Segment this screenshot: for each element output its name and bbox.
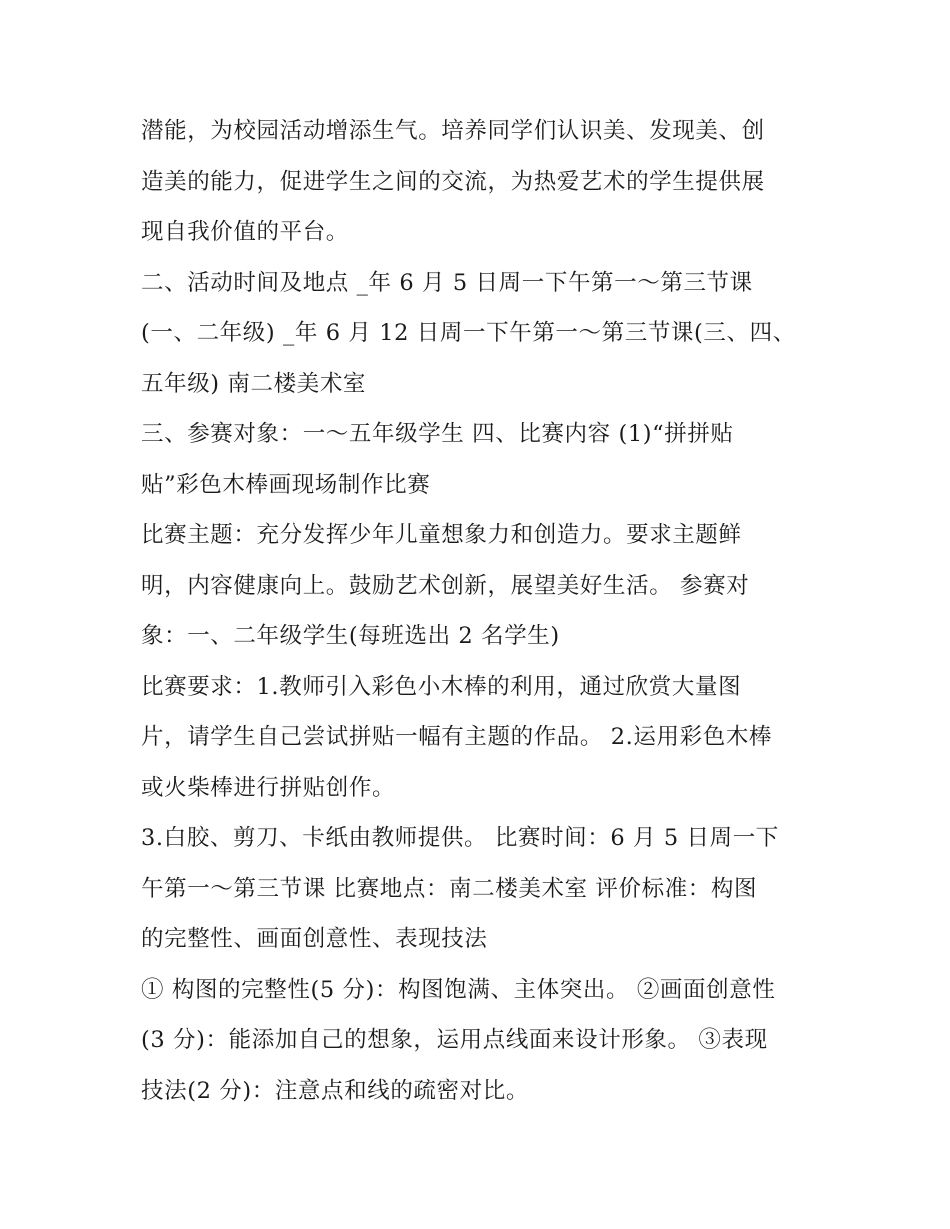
text-line: 比赛主题：充分发挥少年儿童想象力和创造力。要求主题鲜 (141, 522, 742, 548)
text-line: 象：一、二年级学生(每班选出 2 名学生) (141, 623, 560, 649)
text-line: 造美的能力，促进学生之间的交流，为热爱艺术的学生提供展 (141, 168, 765, 195)
text-line: (一、二年级) _年 6 月 12 日周一下午第一～第三节课(三、四、 (141, 320, 796, 346)
text-line: ① 构图的完整性(5 分)：构图饱满、主体突出。 ②画面创意性 (141, 976, 776, 1003)
text-line: (3 分)：能添加自己的想象，运用点线面来设计形象。 ③表现 (141, 1027, 768, 1053)
text-line: 二、活动时间及地点 _年 6 月 5 日周一下午第一～第三节课 (141, 269, 753, 296)
text-line: 片，请学生自己尝试拼贴一幅有主题的作品。 2.运用彩色木棒 (141, 724, 773, 750)
text-line: 现自我价值的平台。 (141, 219, 349, 245)
text-line: 或火柴棒进行拼贴创作。 (141, 774, 396, 801)
text-line: 技法(2 分)：注意点和线的疏密对比。 (141, 1077, 529, 1104)
text-line: 明，内容健康向上。鼓励艺术创新，展望美好生活。 参赛对 (141, 572, 750, 599)
text-line: 潜能，为校园活动增添生气。培养同学们认识美、发现美、创 (141, 118, 765, 144)
text-line: 三、参赛对象：一～五年级学生 四、比赛内容 (1)“拼拼贴 (141, 421, 734, 447)
text-line: 比赛要求：1.教师引入彩色小木棒的利用，通过欣赏大量图 (141, 673, 742, 700)
text-line: 贴”彩色木棒画现场制作比赛 (141, 471, 431, 498)
document-body (141, 106, 821, 1116)
text-line: 五年级) 南二楼美术室 (141, 370, 367, 397)
text-line: 午第一～第三节课 比赛地点：南二楼美术室 评价标准：构图 (141, 875, 758, 902)
text-line: 的完整性、画面创意性、表现技法 (141, 926, 488, 952)
text-line: 3.白胶、剪刀、卡纸由教师提供。 比赛时间：6 月 5 日周一下 (141, 825, 779, 851)
